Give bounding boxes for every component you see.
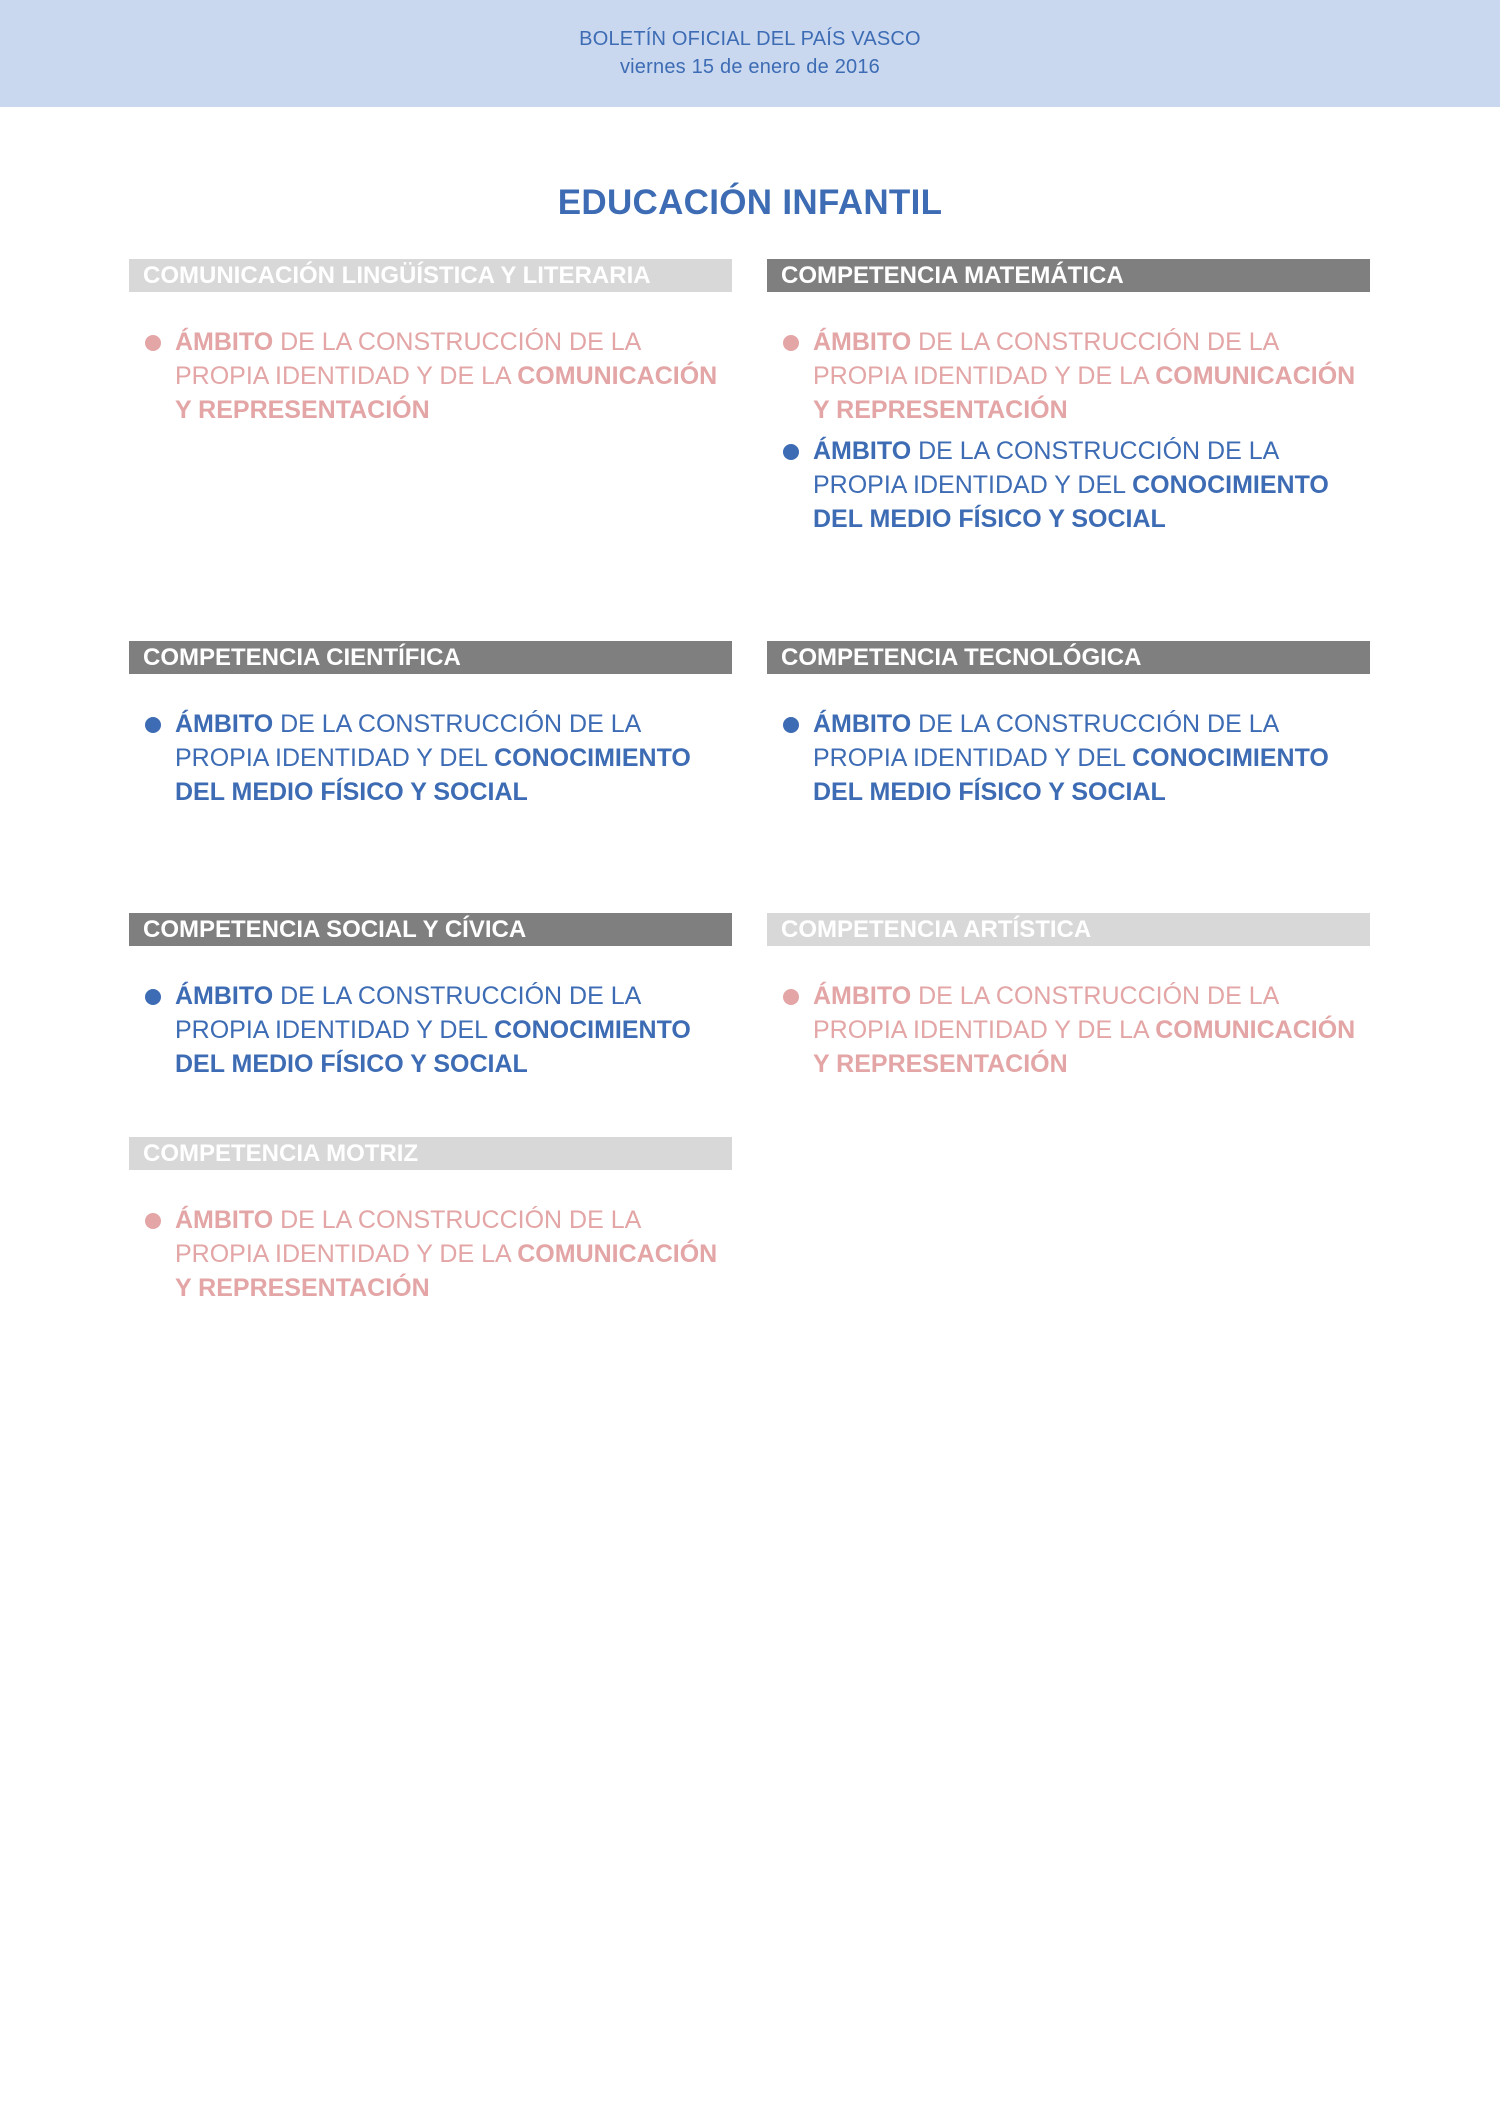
bullet-dot-icon [145,1213,161,1229]
ambito-item [129,707,732,809]
section-competencia-matematica [767,259,1370,536]
section-competencia-tecnologica [767,641,1370,809]
section-heading: COMPETENCIA TECNOLÓGICA [767,641,1370,674]
section-comunicacion-linguistica [129,259,732,427]
ambito-text: ÁMBITO DE LA CONSTRUCCIÓN DE LA PROPIA IDENTIDAD Y DE LA COMUNICACIÓN Y REPRESENTACIÓN [175,328,718,424]
section-heading: COMPETENCIA ARTÍSTICA [767,913,1370,946]
document-header [0,0,1500,107]
section-competencia-motriz [129,1137,732,1305]
ambito-item [129,325,732,427]
bullet-dot-icon [145,335,161,351]
ambito-text: ÁMBITO DE LA CONSTRUCCIÓN DE LA PROPIA IDENTIDAD Y DE LA COMUNICACIÓN Y REPRESENTACIÓN [813,982,1356,1078]
bulletin-name: BOLETÍN OFICIAL DEL PAÍS VASCO [579,28,921,50]
bullet-dot-icon [783,989,799,1005]
ambito-text: ÁMBITO DE LA CONSTRUCCIÓN DE LA PROPIA IDENTIDAD Y DEL CONOCIMIENTO DEL MEDIO FÍSICO Y SOCIAL [813,710,1329,806]
bullet-dot-icon [783,717,799,733]
ambito-text: ÁMBITO DE LA CONSTRUCCIÓN DE LA PROPIA IDENTIDAD Y DEL CONOCIMIENTO DEL MEDIO FÍSICO Y SOCIAL [175,710,691,806]
ambito-item [129,1203,732,1305]
section-heading: COMUNICACIÓN LINGÜÍSTICA Y LITERARIA [129,259,732,292]
section-competencia-cientifica [129,641,732,809]
ambito-item [767,979,1370,1081]
page-title: EDUCACIÓN INFANTIL [557,183,943,222]
ambito-item [767,707,1370,809]
bulletin-date: viernes 15 de enero de 2016 [619,56,881,78]
section-competencia-social-civica [129,913,732,1081]
bullet-dot-icon [783,444,799,460]
ambito-text: ÁMBITO DE LA CONSTRUCCIÓN DE LA PROPIA IDENTIDAD Y DEL CONOCIMIENTO DEL MEDIO FÍSICO Y SOCIAL [813,437,1329,533]
section-heading: COMPETENCIA SOCIAL Y CÍVICA [129,913,732,946]
ambito-text: ÁMBITO DE LA CONSTRUCCIÓN DE LA PROPIA IDENTIDAD Y DE LA COMUNICACIÓN Y REPRESENTACIÓN [175,1206,718,1302]
ambito-item [767,434,1370,536]
ambito-item [129,979,732,1081]
bullet-dot-icon [145,989,161,1005]
section-heading: COMPETENCIA CIENTÍFICA [129,641,732,674]
bullet-dot-icon [783,335,799,351]
ambito-text: ÁMBITO DE LA CONSTRUCCIÓN DE LA PROPIA IDENTIDAD Y DE LA COMUNICACIÓN Y REPRESENTACIÓN [813,328,1356,424]
ambito-text: ÁMBITO DE LA CONSTRUCCIÓN DE LA PROPIA IDENTIDAD Y DEL CONOCIMIENTO DEL MEDIO FÍSICO Y SOCIAL [175,982,691,1078]
bullet-dot-icon [145,717,161,733]
section-heading: COMPETENCIA MATEMÁTICA [767,259,1370,292]
ambito-item [767,325,1370,427]
section-competencia-artistica [767,913,1370,1081]
section-heading: COMPETENCIA MOTRIZ [129,1137,732,1170]
